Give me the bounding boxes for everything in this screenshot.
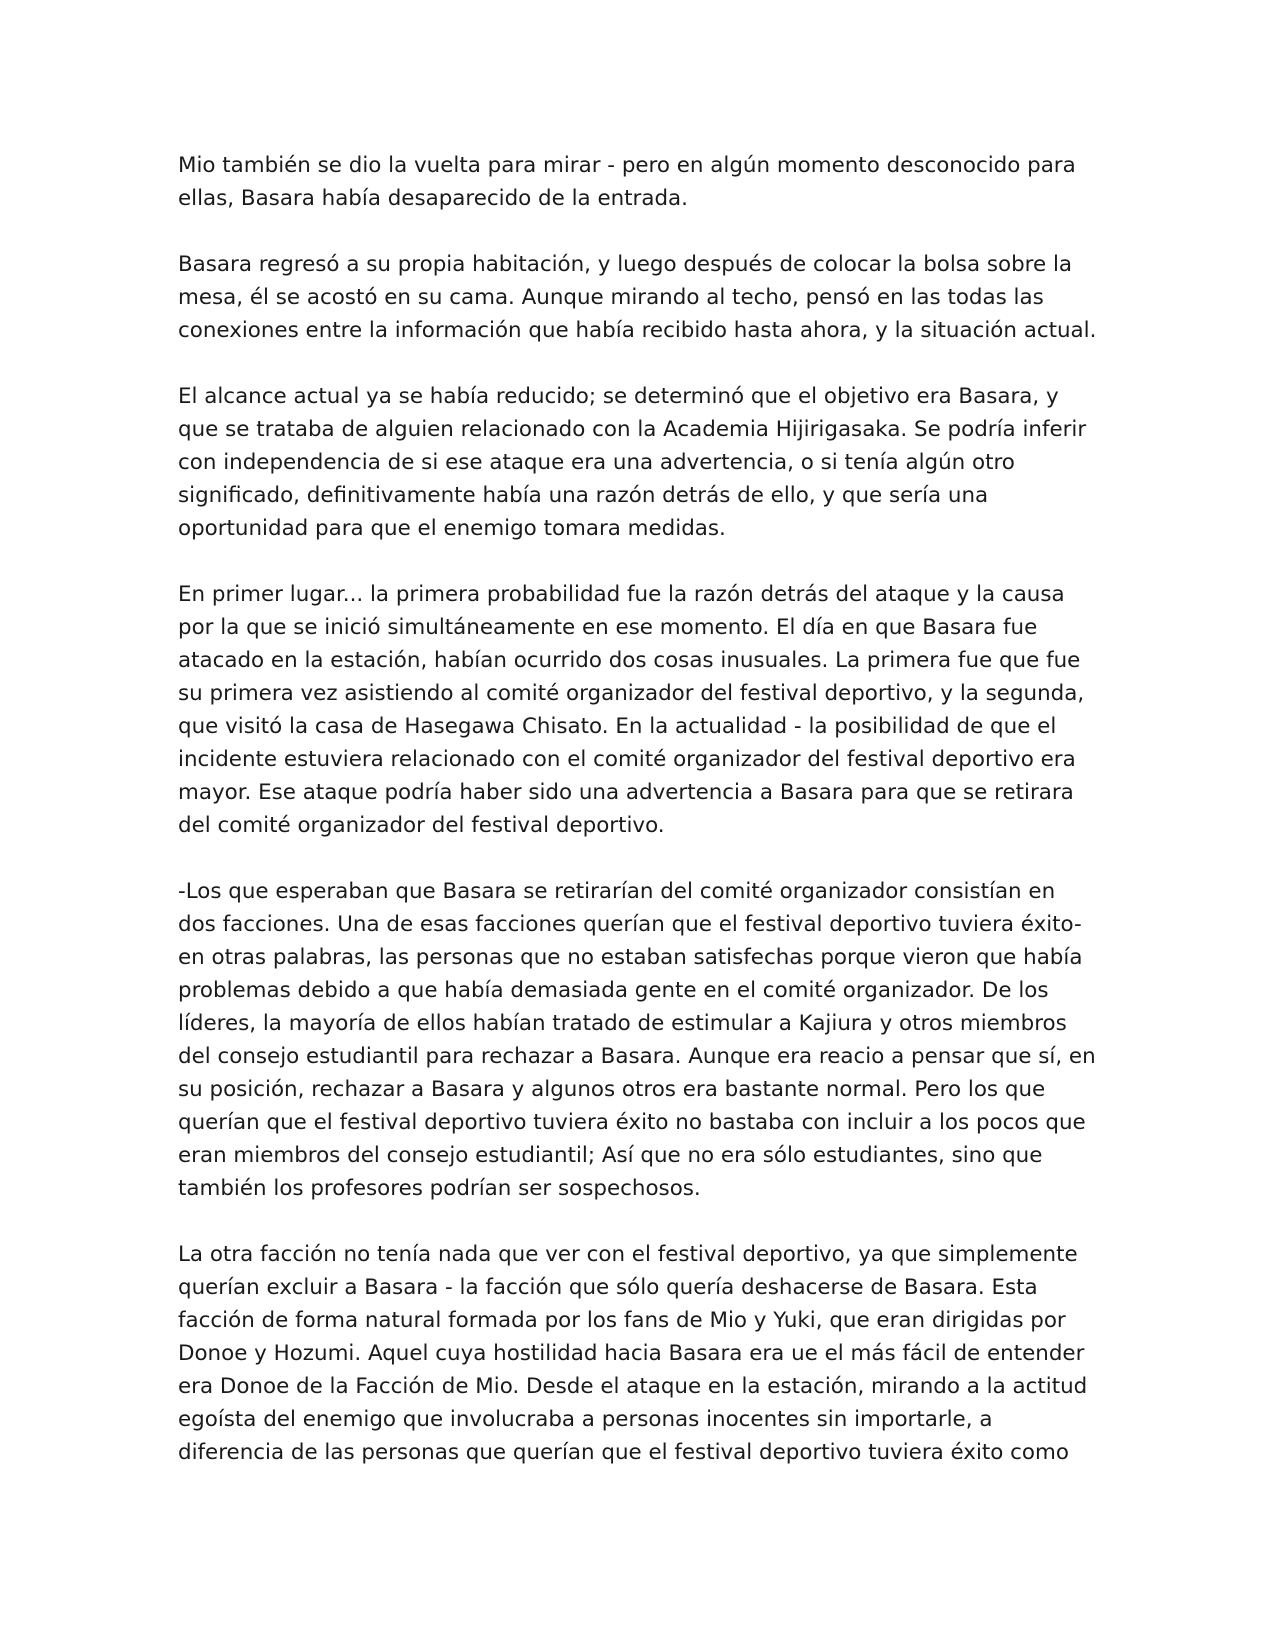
paragraph-5: -Los que esperaban que Basara se retirarían del comité organizador consistían en dos facciones. Una de esas facciones querían que el festival deportivo tuviera éxito- en otras palabras, las personas que no estaban satisfechas porque vieron que había problemas debido a que había demasiada gente en el comité organizador. De los líderes, la mayoría de ellos habían tratado de estimular a Kajiura y otros miembros del consejo estudiantil para rechazar a Basara. Aunque era reacio a pensar que sí, en su posición, rechazar a Basara y algunos otros era bastante normal. Pero los que querían que el festival deportivo tuviera éxito no bastaba con incluir a los pocos que eran miembros del consejo estudiantil; Así que no era sólo estudiantes, sino que también los profesores podrían ser sospechosos.: [178, 879, 1096, 1201]
document-body: [178, 149, 1098, 1469]
paragraph-4: En primer lugar... la primera probabilidad fue la razón detrás del ataque y la causa por la que se inició simultáneamente en ese momento. El día en que Basara fue atacado en la estación, habían ocurrido dos cosas inusuales. La primera fue que fue su primera vez asistiendo al comité organizador del festival deportivo, y la segunda, que visitó la casa de Hasegawa Chisato. En la actualidad - la posibilidad de que el incidente estuviera relacionado con el comité organizador del festival deportivo era mayor. Ese ataque podría haber sido una advertencia a Basara para que se retirara del comité organizador del festival deportivo.: [178, 582, 1085, 838]
paragraph-6: La otra facción no tenía nada que ver con el festival deportivo, ya que simplemente querían excluir a Basara - la facción que sólo quería deshacerse de Basara. Esta facción de forma natural formada por los fans de Mio y Yuki, que eran dirigidas por Donoe y Hozumi. Aquel cuya hostilidad hacia Basara era ue el más fácil de entender era Donoe de la Facción de Mio. Desde el ataque en la estación, mirando a la actitud egoísta del enemigo que involucraba a personas inocentes sin importarle, a diferencia de las personas que querían que el festival deportivo tuviera éxito como: [178, 1242, 1088, 1465]
paragraph-3: El alcance actual ya se había reducido; se determinó que el objetivo era Basara, y que se trataba de alguien relacionado con la Academia Hijirigasaka. Se podría inferir con independencia de si ese ataque era una advertencia, o si tenía algún otro significado, definitivamente había una razón detrás de ello, y que sería una oportunidad para que el enemigo tomara medidas.: [178, 384, 1087, 541]
paragraph-2: Basara regresó a su propia habitación, y luego después de colocar la bolsa sobre la mesa, él se acostó en su cama. Aunque mirando al techo, pensó en las todas las conexiones entre la información que había recibido hasta ahora, y la situación actual.: [178, 252, 1097, 343]
paragraph-1: Mio también se dio la vuelta para mirar - pero en algún momento desconocido para ellas, Basara había desaparecido de la entrada.: [178, 153, 1076, 211]
